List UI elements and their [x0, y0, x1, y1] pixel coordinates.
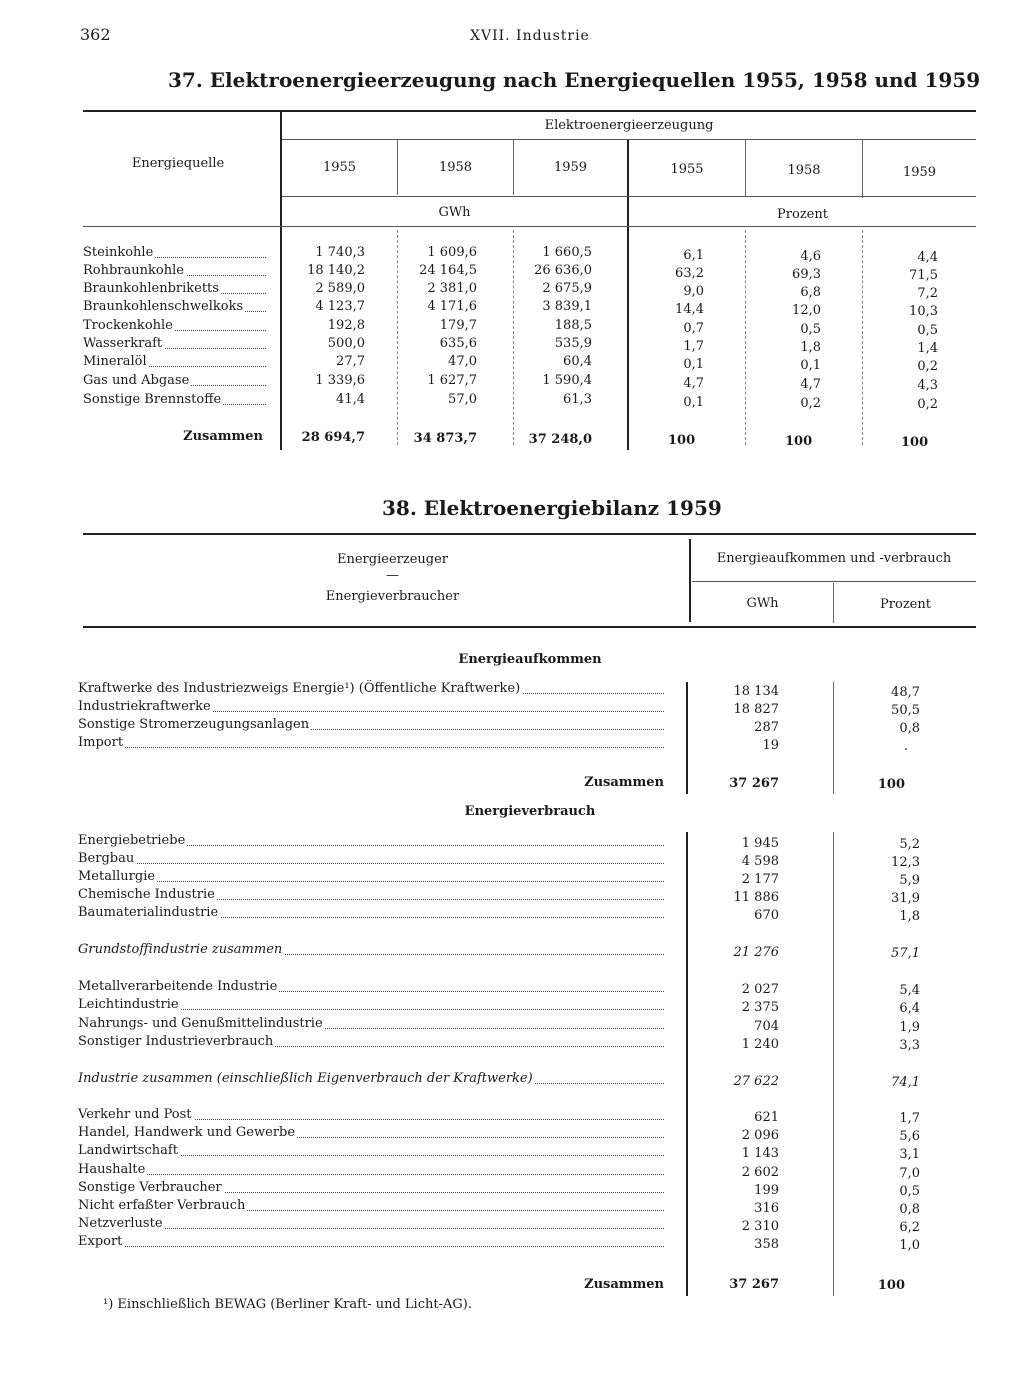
- table38-cell-gwh: 18 134: [733, 684, 779, 699]
- table38-cell-gwh: 621: [754, 1110, 779, 1125]
- table38-top-rule: [83, 533, 976, 535]
- table38-verbrauch-total-gwh: 37 267: [729, 1277, 779, 1292]
- table38-cell-pct: 5,2: [899, 837, 920, 852]
- table38-cell-gwh: 11 886: [733, 890, 779, 905]
- table38-cell-gwh: 2 310: [741, 1219, 779, 1234]
- table38-cell-gwh: 4 598: [741, 854, 779, 869]
- table37-total-cell: 100: [668, 433, 696, 448]
- table37-row-label: Mineralöl: [83, 353, 266, 371]
- table38-row-label: Baumaterialindustrie: [78, 904, 664, 922]
- table37-row-label: Wasserkraft: [83, 335, 266, 353]
- table37-cell: 4,3: [917, 378, 938, 393]
- table38-cell-gwh: 358: [754, 1237, 779, 1252]
- table38-group-header: Energieaufkommen und -verbrauch: [716, 551, 952, 566]
- table37-total-cell: 100: [901, 435, 929, 450]
- table37-total-label: Zusammen: [183, 429, 263, 444]
- table38-cell-gwh: 1 143: [741, 1146, 779, 1161]
- table38-stub-header-sep: —: [386, 568, 399, 583]
- table38-row-label: Bergbau: [78, 850, 664, 868]
- table37-year-1958-gwh: 1958: [438, 160, 473, 175]
- table38-row-label: Metallverarbeitende Industrie: [78, 978, 664, 996]
- table38-subtotal-gwh: 21 276: [733, 945, 779, 960]
- table38-row-label: Export: [78, 1233, 664, 1251]
- table37-total-cell: 37 248,0: [528, 432, 592, 447]
- table37-cell: 4 123,7: [315, 299, 365, 314]
- table37-total-cell: 34 873,7: [413, 431, 477, 446]
- table37-cell: 0,2: [917, 397, 938, 412]
- table37-cell: 4,4: [917, 250, 938, 265]
- table37-top-rule: [83, 110, 976, 112]
- table37-cell: 60,4: [563, 354, 592, 369]
- table37-cell: 179,7: [439, 318, 477, 333]
- table37-cell: 7,2: [917, 286, 938, 301]
- table37-col-divider: [745, 140, 746, 197]
- table37-col-divider: [397, 140, 398, 195]
- table38-row-label: Nicht erfaßter Verbrauch: [78, 1197, 664, 1215]
- table38-cell-gwh: 2 602: [741, 1165, 779, 1180]
- table38-row-label: Netzverluste: [78, 1215, 664, 1233]
- table37-cell: 69,3: [792, 267, 821, 282]
- table38-unit-percent: Prozent: [880, 597, 931, 612]
- table37-cell: 6,8: [800, 285, 821, 300]
- table38-cell-pct: 48,7: [891, 685, 920, 700]
- table37-unit-rule: [282, 196, 976, 197]
- table38-row-label: Sonstige Verbraucher: [78, 1179, 664, 1197]
- table37-cell: 2 589,0: [315, 281, 365, 296]
- table38-cell-gwh: 1 945: [741, 836, 779, 851]
- table37-cell: 0,1: [800, 358, 821, 373]
- table37-group-rule: [282, 139, 976, 140]
- table37-title: 37. Elektroenergieerzeugung nach Energiequellen 1955, 1958 und 1959: [168, 68, 981, 92]
- table38-cell-pct: 1,8: [899, 909, 920, 924]
- table37-year-1955-gwh: 1955: [322, 160, 357, 175]
- table37-cell: 1 740,3: [315, 245, 365, 260]
- table38-header-bottom-rule: [83, 626, 976, 628]
- table37-cell: 1 590,4: [542, 373, 592, 388]
- table38-cell-pct: 5,4: [899, 983, 920, 998]
- table38-cell-gwh: 2 027: [741, 982, 779, 997]
- table38-cell-gwh: 2 096: [741, 1128, 779, 1143]
- table38-subtotal-gwh: 27 622: [733, 1074, 779, 1089]
- table37-cell: 47,0: [448, 354, 477, 369]
- table38-row-label: Chemische Industrie: [78, 886, 664, 904]
- table38-row-label: Leichtindustrie: [78, 996, 664, 1014]
- table37-cell: 24 164,5: [419, 263, 477, 278]
- table38-section-aufkommen: Energieaufkommen: [458, 652, 602, 667]
- table37-cell: 2 675,9: [542, 281, 592, 296]
- table38-cell-pct: 12,3: [891, 855, 920, 870]
- table37-cell: 12,0: [792, 303, 821, 318]
- table38-cell-gwh: 287: [754, 720, 779, 735]
- table38-stub-header-bottom: Energieverbraucher: [325, 589, 460, 604]
- table38-block-divider: [686, 682, 688, 794]
- table38-cell-pct: 6,2: [899, 1220, 920, 1235]
- table37-cell: 3 839,1: [542, 299, 592, 314]
- table37-unit-gwh: GWh: [438, 205, 471, 220]
- table38-row-label: Sonstiger Industrieverbrauch: [78, 1033, 664, 1051]
- table37-cell: 0,7: [683, 321, 704, 336]
- table37-row-label: Steinkohle: [83, 244, 266, 262]
- table37-cell: 63,2: [675, 266, 704, 281]
- table37-unit-percent: Prozent: [777, 207, 828, 222]
- table37-row-label: Sonstige Brennstoffe: [83, 391, 266, 409]
- table37-cell: 0,2: [800, 396, 821, 411]
- table38-row-label: Handel, Handwerk und Gewerbe: [78, 1124, 664, 1142]
- table38-cell-pct: 1,0: [899, 1238, 920, 1253]
- table37-cell: 27,7: [336, 354, 365, 369]
- table37-cell: 535,9: [554, 336, 592, 351]
- table37-total-cell: 28 694,7: [301, 430, 365, 445]
- table38-subtotal-pct: 74,1: [891, 1075, 920, 1090]
- table37-cell: 1,8: [800, 340, 821, 355]
- table37-year-1958-pct: 1958: [787, 163, 821, 178]
- table38-cell-gwh: 18 827: [733, 702, 779, 717]
- table38-cell-pct: 7,0: [899, 1166, 920, 1181]
- table37-cell: 4 171,6: [427, 299, 477, 314]
- table38-aufkommen-total-label: Zusammen: [584, 775, 664, 790]
- table37-cell: 188,5: [554, 318, 592, 333]
- table38-cell-pct: 31,9: [891, 891, 920, 906]
- table38-row-label: Landwirtschaft: [78, 1142, 664, 1160]
- table38-cell-gwh: 704: [754, 1019, 779, 1034]
- table37-cell: 71,5: [909, 268, 938, 283]
- table37-cell: 0,2: [917, 359, 938, 374]
- table38-subtotal-label: Industrie zusammen (einschließlich Eigenverbrauch der Kraftwerke): [78, 1070, 664, 1088]
- table37-cell: 1,4: [917, 341, 938, 356]
- table37-cell: 1 609,6: [427, 245, 477, 260]
- table38-subtotal-pct: 57,1: [891, 946, 920, 961]
- table38-title: 38. Elektroenergiebilanz 1959: [382, 496, 722, 520]
- table38-cell-gwh: 1 240: [741, 1037, 779, 1052]
- table38-verbrauch-total-pct: 100: [877, 1278, 905, 1293]
- table37-col-divider: [862, 140, 863, 198]
- table37-cell: 1 339,6: [315, 373, 365, 388]
- table37-cell: 0,1: [683, 357, 704, 372]
- table38-row-label: Haushalte: [78, 1161, 664, 1179]
- table37-stub-header: Energiequelle: [131, 156, 225, 171]
- table37-total-cell: 100: [785, 434, 813, 449]
- table37-cell: 41,4: [336, 392, 365, 407]
- table37-cell: 26 636,0: [534, 263, 592, 278]
- table37-year-1955-pct: 1955: [670, 162, 704, 177]
- table38-cell-pct: 0,8: [899, 721, 920, 736]
- table38-block-divider: [686, 832, 688, 1296]
- table38-block-col-divider: [833, 832, 834, 1296]
- table38-section-verbrauch: Energieverbrauch: [464, 804, 596, 819]
- table37-row-label: Rohbraunkohle: [83, 262, 266, 280]
- table38-row-label: Verkehr und Post: [78, 1106, 664, 1124]
- table38-row-label: Nahrungs- und Genußmittelindustrie: [78, 1015, 664, 1033]
- table37-cell: 18 140,2: [307, 263, 365, 278]
- table37-cell: 10,3: [909, 304, 938, 319]
- table38-cell-pct: 50,5: [891, 703, 920, 718]
- table37-cell: 4,7: [683, 376, 704, 391]
- table37-cell: 6,1: [683, 248, 704, 263]
- table37-row-label: Gas und Abgase: [83, 372, 266, 390]
- table38-cell-gwh: 199: [754, 1183, 779, 1198]
- table38-verbrauch-total-label: Zusammen: [584, 1277, 664, 1292]
- table38-cell-pct: 1,9: [899, 1020, 920, 1035]
- table38-cell-gwh: 19: [762, 738, 779, 753]
- table38-subtotal-label: Grundstoffindustrie zusammen: [78, 941, 664, 959]
- table38-group-rule: [692, 581, 976, 582]
- table37-cell: 2 381,0: [427, 281, 477, 296]
- table38-block-col-divider: [833, 682, 834, 794]
- table38-cell-gwh: 670: [754, 908, 779, 923]
- table37-row-label: Braunkohlenbriketts: [83, 280, 266, 298]
- table37-year-1959-gwh: 1959: [553, 160, 588, 175]
- table37-row-label: Braunkohlenschwelkoks: [83, 298, 266, 316]
- table38-cell-pct: .: [903, 739, 908, 754]
- table37-group-header: Elektroenergieerzeugung: [544, 118, 714, 133]
- chapter-heading: XVII. Industrie: [470, 28, 590, 44]
- table38-cell-gwh: 316: [754, 1201, 779, 1216]
- table37-cell: 0,5: [917, 323, 938, 338]
- table37-cell: 500,0: [327, 336, 365, 351]
- page-number: 362: [80, 25, 111, 44]
- table38-aufkommen-total-pct: 100: [877, 777, 905, 792]
- table37-cell: 1,7: [683, 339, 704, 354]
- table37-cell: 1 627,7: [427, 373, 477, 388]
- table38-cell-pct: 0,5: [899, 1184, 920, 1199]
- table38-cell-pct: 1,7: [899, 1111, 920, 1126]
- table38-cell-pct: 0,8: [899, 1202, 920, 1217]
- table37-cell: 192,8: [327, 318, 365, 333]
- table38-aufkommen-total-gwh: 37 267: [729, 776, 779, 791]
- table37-cell: 61,3: [563, 392, 592, 407]
- table37-row-label: Trockenkohle: [83, 317, 266, 335]
- table38-cell-pct: 3,1: [899, 1147, 920, 1162]
- table38-cell-gwh: 2 375: [741, 1000, 779, 1015]
- table37-cell: 0,5: [800, 322, 821, 337]
- table38-row-label: Sonstige Stromerzeugungsanlagen: [78, 716, 664, 734]
- table38-row-label: Kraftwerke des Industriezweigs Energie¹) (Öffentliche Kraftwerke): [78, 680, 664, 698]
- table37-cell: 14,4: [675, 302, 704, 317]
- table38-stub-header-top: Energieerzeuger: [337, 552, 448, 567]
- table38-cell-pct: 5,6: [899, 1129, 920, 1144]
- table38-row-label: Metallurgie: [78, 868, 664, 886]
- table37-header-bottom-rule: [83, 226, 976, 227]
- table38-cell-pct: 5,9: [899, 873, 920, 888]
- table37-cell: 9,0: [683, 284, 704, 299]
- table38-stub-divider: [689, 539, 691, 622]
- table37-year-1959-pct: 1959: [902, 165, 937, 180]
- table37-cell: 4,7: [800, 377, 821, 392]
- table38-col-divider: [833, 583, 834, 623]
- table37-col-divider: [513, 140, 514, 195]
- table38-unit-gwh: GWh: [746, 596, 779, 611]
- table38-cell-gwh: 2 177: [741, 872, 779, 887]
- table38-row-label: Industriekraftwerke: [78, 698, 664, 716]
- table37-cell: 1 660,5: [542, 245, 592, 260]
- footnote: ¹) Einschließlich BEWAG (Berliner Kraft- und Licht-AG).: [103, 1297, 472, 1312]
- table38-cell-pct: 3,3: [899, 1038, 920, 1053]
- table38-row-label: Energiebetriebe: [78, 832, 664, 850]
- table38-row-label: Import: [78, 734, 664, 752]
- table37-cell: 57,0: [448, 392, 477, 407]
- table37-cell: 635,6: [439, 336, 477, 351]
- table37-cell: 0,1: [683, 395, 704, 410]
- table38-cell-pct: 6,4: [899, 1001, 920, 1016]
- table37-cell: 4,6: [800, 249, 821, 264]
